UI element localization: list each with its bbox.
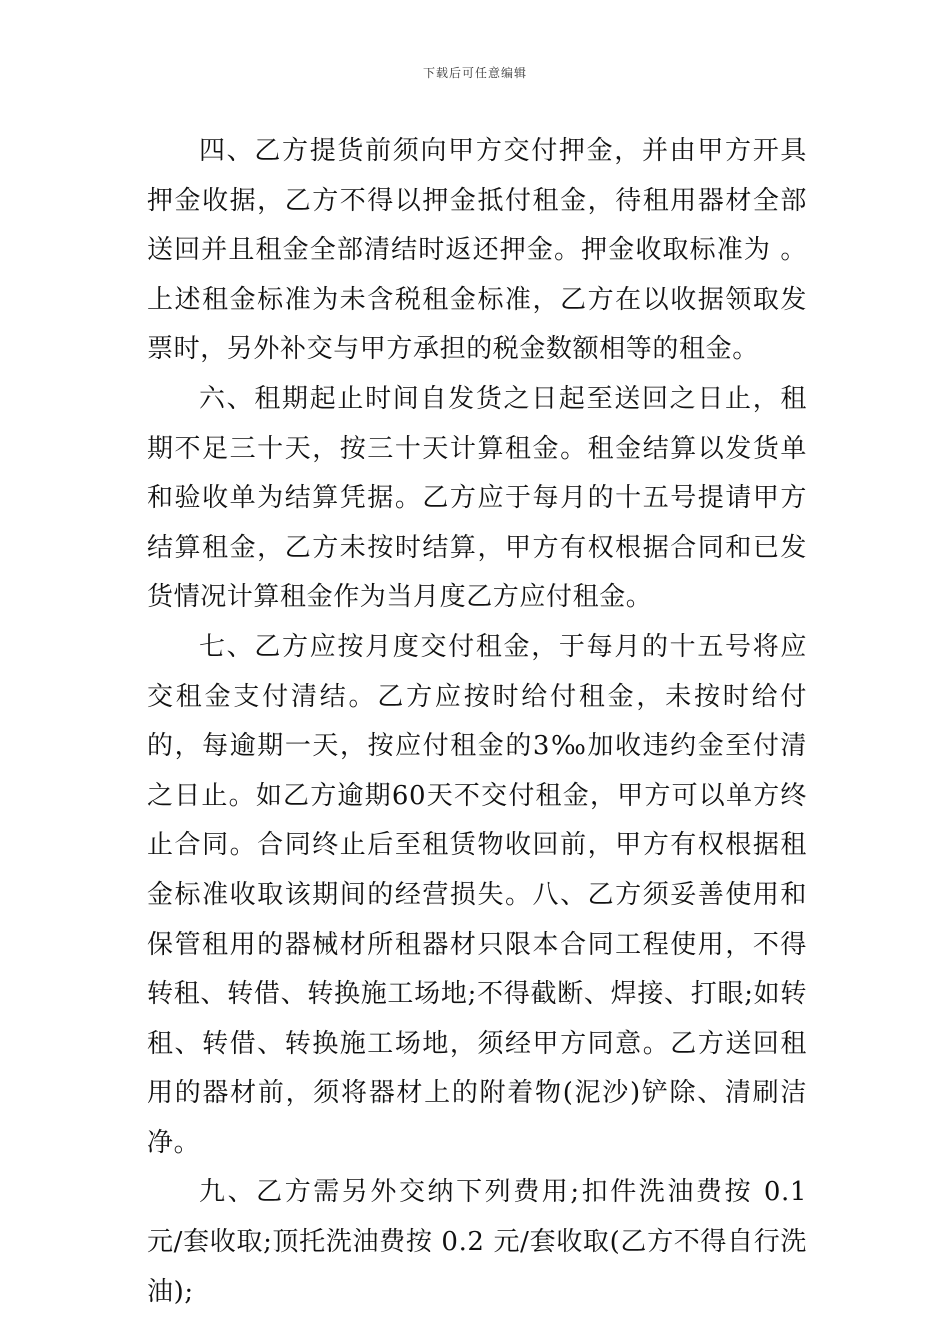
paragraph-lease-period: 六、租期起止时间自发货之日起至送回之日止，租期不足三十天，按三十天计算租金。租金结算以发货单和验收单为结算凭据。乙方应于每月的十五号提请甲方结算租金，乙方未按时结算，甲方有权根据合同和已发货情况计算租金作为当月度乙方应付租金。 (147, 383, 807, 613)
paragraph-extra-fees: 九、乙方需另外交纳下列费用;扣件洗油费按 0.1 元/套收取;顶托洗油费按 0.2 元/套收取(乙方不得自行洗油); (147, 1177, 807, 1307)
page-header: 下载后可任意编辑 (422, 66, 527, 80)
document-body (147, 127, 807, 1317)
paragraph-deposit: 四、乙方提货前须向甲方交付押金，并由甲方开具押金收据，乙方不得以押金抵付租金，待租用器材全部送回并且租金全部清结时返还押金。押金收取标准为 。上述租金标准为未含税租金标准，乙方在以收据领取发票时，另外补交与甲方承担的税金数额相等的租金。 (147, 136, 807, 365)
paragraph-rent-payment: 七、乙方应按月度交付租金，于每月的十五号将应交租金支付清结。乙方应按时给付租金，未按时给付的，每逾期一天，按应付租金的3‰加收违约金至付清之日止。如乙方逾期60天不交付租金，甲方可以单方终止合同。合同终止后至租赁物收回前，甲方有权根据租金标准收取该期间的经营损失。八、乙方须妥善使用和保管租用的器械材所租器材只限本合同工程使用，不得转租、转借、转换施工场地;不得截断、焊接、打眼;如转租、转借、转换施工场地，须经甲方同意。乙方送回租用的器材前，须将器材上的附着物(泥沙)铲除、清刷洁净。 (147, 631, 807, 1158)
